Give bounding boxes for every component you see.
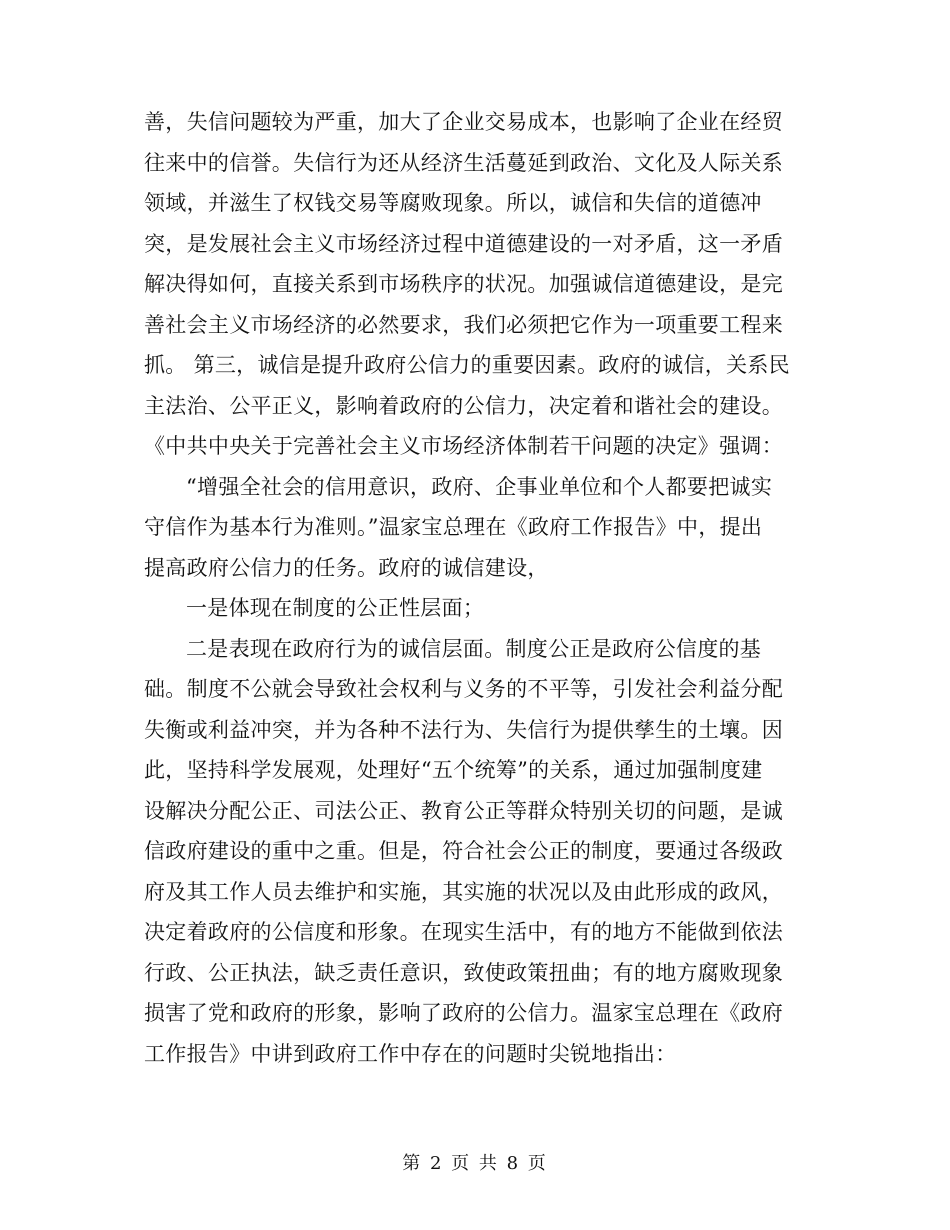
page-footer: 第 2 页 共 8 页 (402, 1153, 548, 1174)
text-line: 础。制度不公就会导致社会权利与义务的不平等，引发社会利益分配 (144, 677, 783, 701)
text-line: “增强全社会的信用意识，政府、企事业单位和个人都要把诚实 (186, 474, 773, 499)
text-line: 设解决分配公正、司法公正、教育公正等群众特别关切的问题，是诚 (144, 798, 783, 823)
text-line: 善，失信问题较为严重，加大了企业交易成本，也影响了企业在经贸 (144, 110, 783, 134)
text-line: 善社会主义市场经济的必然要求，我们必须把它作为一项重要工程来 (144, 312, 783, 337)
text-line: 失衡或利益冲突，并为各种不法行为、失信行为提供孳生的土壤。因 (144, 717, 783, 742)
text-line: 一是体现在制度的公正性层面； (186, 596, 485, 620)
text-line: 行政、公正执法，缺乏责任意识，致使政策扭曲；有的地方腐败现象 (144, 960, 783, 985)
text-line: 突，是发展社会主义市场经济过程中道德建设的一对矛盾，这一矛盾 (144, 231, 783, 256)
text-line: 信政府建设的重中之重。但是，符合社会公正的制度，要通过各级政 (144, 839, 783, 863)
text-line: 工作报告》中讲到政府工作中存在的问题时尖锐地指出： (144, 1041, 677, 1066)
text-line: 往来中的信誉。失信行为还从经济生活蔓延到政治、文化及人际关系 (144, 150, 783, 175)
text-line: 此，坚持科学发展观，处理好“五个统筹”的关系，通过加强制度建 (144, 758, 763, 782)
text-line: 解决得如何，直接关系到市场秩序的状况。加强诚信道德建设，是完 (144, 272, 783, 296)
text-line: 守信作为基本行为准则。”温家宝总理在《政府工作报告》中，提出 (144, 515, 763, 539)
body-text (144, 102, 824, 1074)
text-line: 抓。 第三，诚信是提升政府公信力的重要因素。政府的诚信，关系民 (144, 353, 790, 377)
text-line: 二是表现在政府行为的诚信层面。制度公正是政府公信度的基 (186, 636, 762, 661)
text-line: 提高政府公信力的任务。政府的诚信建设， (144, 555, 549, 580)
text-line: 损害了党和政府的形象，影响了政府的公信力。温家宝总理在《政府 (144, 1001, 783, 1025)
text-line: 领域，并滋生了权钱交易等腐败现象。所以，诚信和失信的道德冲 (144, 191, 762, 215)
text-line: 《中共中央关于完善社会主义市场经济体制若干问题的决定》强调： (144, 434, 783, 458)
text-line: 府及其工作人员去维护和实施，其实施的状况以及由此形成的政风， (144, 879, 783, 904)
text-line: 决定着政府的公信度和形象。在现实生活中，有的地方不能做到依法 (144, 920, 783, 944)
text-line: 主法治、公平正义，影响着政府的公信力，决定着和谐社会的建设。 (144, 393, 783, 418)
